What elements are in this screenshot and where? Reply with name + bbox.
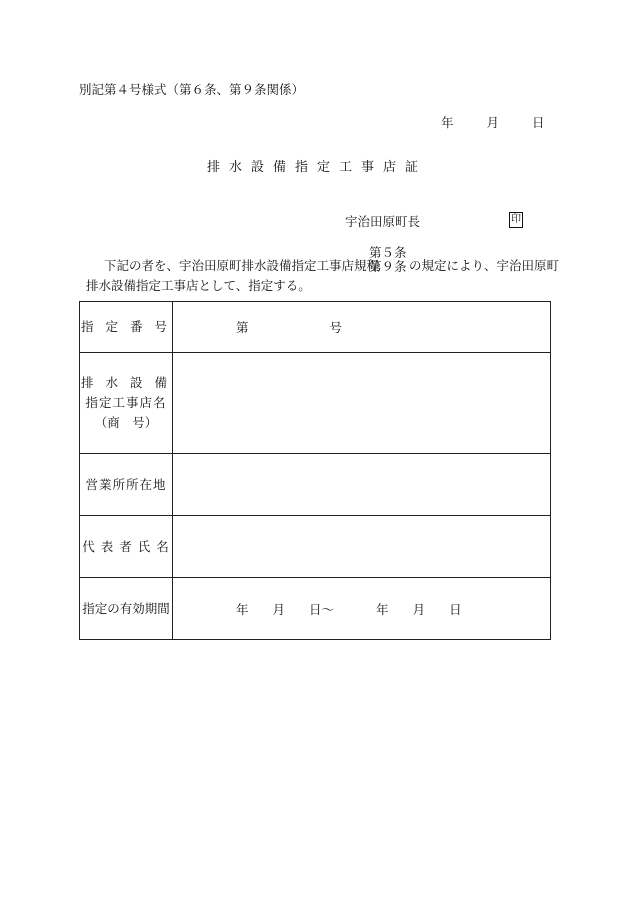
period-to-month: 月 [412,601,426,617]
row-designation-number [80,302,551,353]
label-shop-name-2: 指定工事店名 [85,395,167,410]
value-validity-period [173,578,551,640]
period-to-day: 日 [449,601,462,617]
row-shop-name [80,353,551,454]
row-office-address [80,454,551,516]
label-shop-name-3: （商 号） [94,415,158,430]
issuer-mayor: 宇治田原町長 [345,214,421,229]
row-representative [80,516,551,578]
body-line1-part1: 下記の者を、宇治田原町排水設備指定工事店規程 [104,258,380,273]
dai-text: 第 [236,320,249,335]
value-shop-name [173,353,551,454]
period-from-day: 日～ [309,601,335,617]
period-from-month: 月 [272,601,286,617]
value-office-address [173,454,551,516]
date-year: 年 [441,115,454,130]
date-day: 日 [531,115,545,130]
period-to-year: 年 [376,601,389,617]
article-9: 第９条 [369,259,407,274]
body-line1-part2: の規定により、宇治田原町 [409,258,560,273]
article-stack [369,246,407,274]
label-office-address: 営業所所在地 [80,454,173,516]
label-shop-name [80,353,173,454]
form-number: 別記第４号様式（第６条、第９条関係） [79,82,305,97]
body-line2: 排水設備指定工事店として、指定する。 [86,278,311,293]
label-shop-name-1: 排 水 設 備 [81,375,171,390]
document-title: 排水設備指定工事店証 [206,160,427,175]
label-designation-number: 指 定 番 号 [80,302,173,353]
value-representative [173,516,551,578]
go-text: 号 [329,320,343,335]
date-month: 月 [486,115,499,130]
value-designation-number [173,302,551,353]
certificate-table [79,301,551,640]
seal-mark: 印 [509,212,523,228]
row-validity-period [80,578,551,640]
label-representative: 代 表 者 氏 名 [80,516,173,578]
article-5: 第５条 [369,245,407,260]
label-validity-period: 指定の有効期間 [80,578,173,640]
period-from-year: 年 [236,601,249,617]
issue-date [441,113,544,131]
